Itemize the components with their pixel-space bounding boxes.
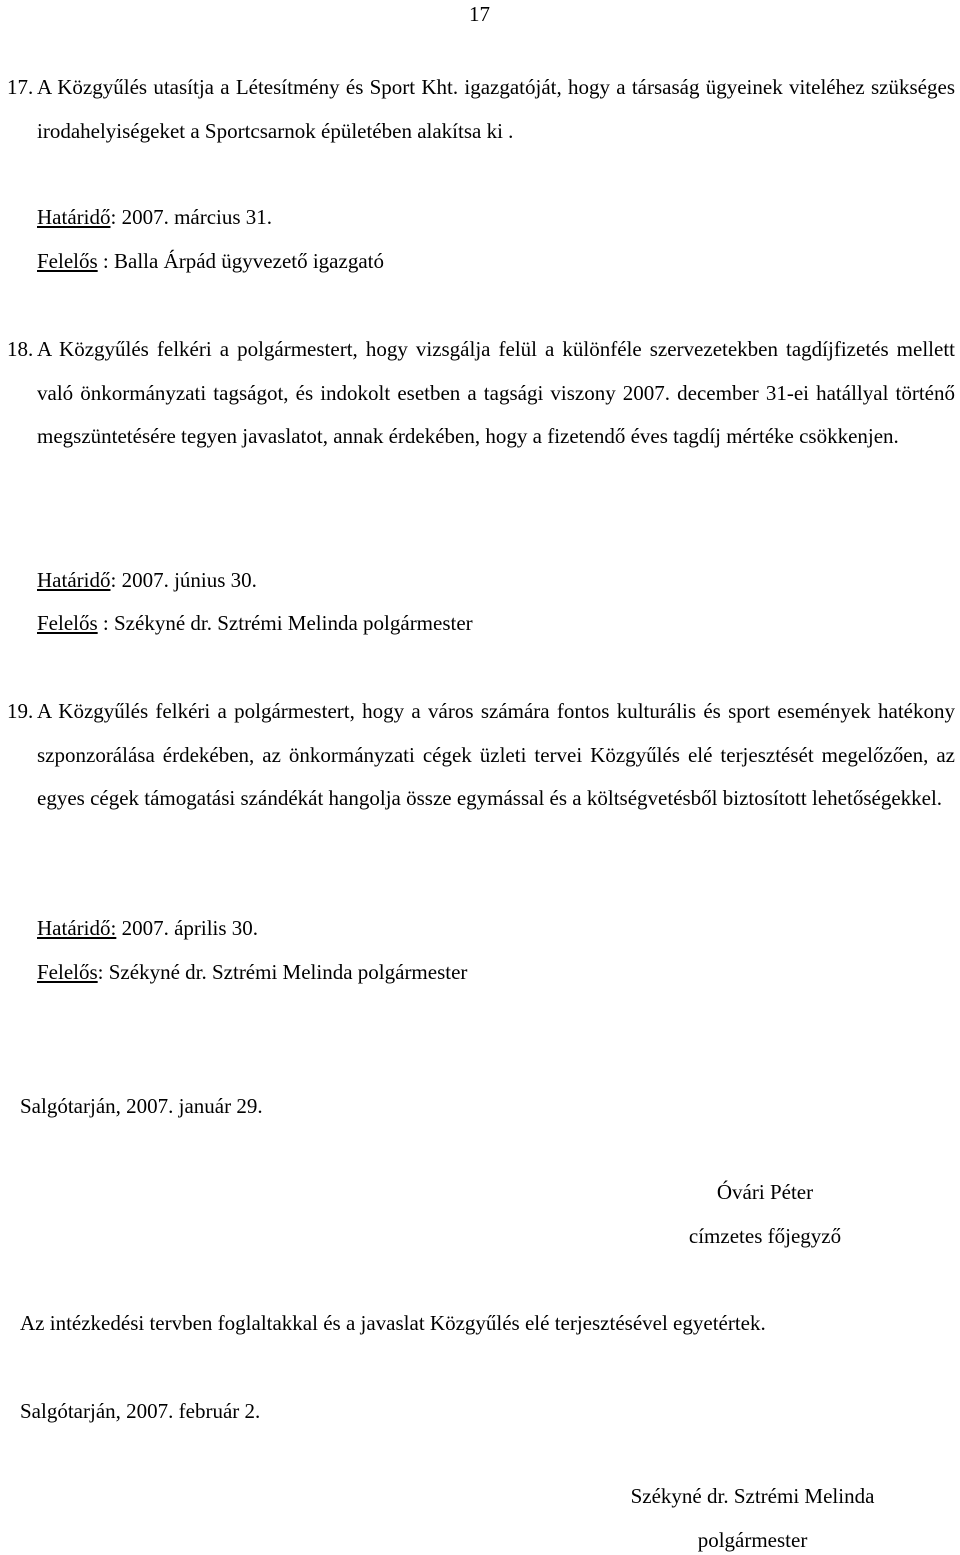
- item-text: A Közgyűlés felkéri a polgármestert, hogy a város számára fontos kulturális és sport események hatékony szponzorálása érdekében, az önkormányzati cégek üzleti tervei Közgyűlés elé terjesztését megelőzően, az egyes cégek támogatási szándékát hangolja össze egymással és a költségvetésből biztosított lehetőségekkel.: [37, 699, 955, 810]
- resolution-item-18: [7, 328, 955, 459]
- deadline-value: 2007. április 30.: [116, 916, 259, 940]
- item-text: A Közgyűlés felkéri a polgármestert, hogy vizsgálja felül a különféle szervezetekben tagdíjfizetés mellett való önkormányzati tagságot, és indokolt esetben a tagsági viszony 2007. december 31-ei hatállyal történő megszüntetésére tegyen javaslatot, annak érdekében, hogy a fizetendő éves tagdíj mértéke csökkenjen.: [37, 337, 955, 448]
- responsible-17: [37, 240, 384, 284]
- responsible-18: [37, 602, 473, 646]
- responsible-value: : Balla Árpád ügyvezető igazgató: [97, 249, 384, 273]
- deadline-value: : 2007. március 31.: [110, 205, 273, 229]
- signatory-2-title: polgármester: [697, 1528, 808, 1552]
- responsible-label: Felelős: [37, 249, 98, 273]
- deadline-19: [37, 907, 258, 951]
- responsible-value: : Székyné dr. Sztrémi Melinda polgármester: [97, 960, 468, 984]
- page-number: 17: [469, 2, 490, 26]
- resolution-item-17: [7, 66, 955, 153]
- date-line-1: Salgótarján, 2007. január 29.: [20, 1094, 263, 1118]
- agreement-statement: Az intézkedési tervben foglaltakkal és a javaslat Közgyűlés elé terjesztésével egyetértek.: [20, 1311, 766, 1335]
- responsible-value: : Székyné dr. Sztrémi Melinda polgármester: [97, 611, 473, 635]
- deadline-label: Határidő: [37, 568, 111, 592]
- deadline-17: [37, 196, 272, 240]
- resolution-item-19: [7, 690, 955, 821]
- date-line-2: Salgótarján, 2007. február 2.: [20, 1399, 261, 1423]
- item-number: 17.: [7, 75, 34, 99]
- responsible-19: [37, 951, 467, 995]
- item-number: 18.: [7, 337, 34, 361]
- item-text: A Közgyűlés utasítja a Létesítmény és Sport Kht. igazgatóját, hogy a társaság ügyeinek viteléhez szükséges irodahelyiségeket a Sportcsarnok épületében alakítsa ki .: [37, 75, 955, 143]
- item-number: 19.: [7, 699, 34, 723]
- deadline-18: [37, 559, 257, 603]
- deadline-label: Határidő:: [37, 916, 117, 940]
- deadline-value: : 2007. június 30.: [110, 568, 257, 592]
- signatory-2-name: Székyné dr. Sztrémi Melinda: [630, 1484, 875, 1508]
- signatory-1-title: címzetes főjegyző: [688, 1224, 842, 1248]
- responsible-label: Felelős: [37, 611, 98, 635]
- signatory-1-name: Óvári Péter: [716, 1180, 814, 1204]
- responsible-label: Felelős: [37, 960, 98, 984]
- deadline-label: Határidő: [37, 205, 111, 229]
